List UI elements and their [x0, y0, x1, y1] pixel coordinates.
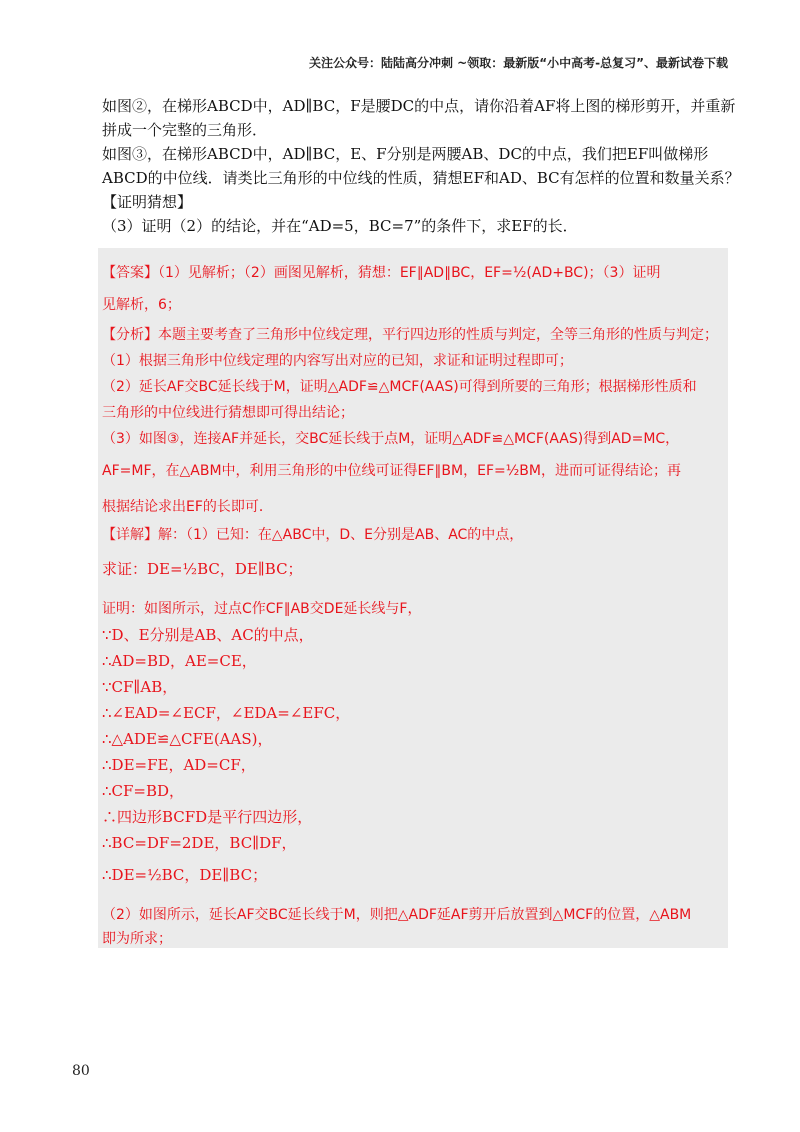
- answer-line: 根据结论求出EF的长即可．: [102, 499, 273, 515]
- answer-line: 求证：DE=½BC，DE∥BC；: [102, 560, 303, 578]
- answer-block: [98, 248, 728, 948]
- question-line: ABCD的中位线．请类比三角形的中位线的性质，猜想EF和AD、BC有怎样的位置和数量关系？: [102, 169, 740, 187]
- answer-line: 即为所求；: [102, 931, 172, 947]
- answer-line: 见解析，6；: [102, 297, 181, 313]
- answer-line: ∴四边形BCFD是平行四边形，: [102, 808, 313, 826]
- answer-line: ∴△ADE≌△CFE(AAS)，: [102, 730, 273, 748]
- page-header: 关注公众号：陆陆高分冲刺 ~领取：最新版“小中高考-总复习”、最新试卷下载: [309, 56, 728, 70]
- question-line: 如图②，在梯形ABCD中，AD∥BC，F是腰DC的中点，请你沿着AF将上图的梯形剪开，并重新: [102, 97, 736, 115]
- answer-line: （2）延长AF交BC延长线于M，证明△ADF≌△MCF(AAS)可得到所要的三角形；根据梯形性质和: [102, 379, 697, 395]
- answer-line: ∵D、E分别是AB、AC的中点，: [102, 626, 314, 644]
- answer-line: 【答案】（1）见解析；（2）画图见解析，猜想：EF∥AD∥BC，EF=½(AD+BC)；（3）证明: [102, 265, 661, 281]
- answer-line: 【详解】解：（1）已知：在△ABC中，D、E分别是AB、AC的中点，: [102, 527, 524, 543]
- answer-line: 【分析】本题主要考查了三角形中位线定理，平行四边形的性质与判定，全等三角形的性质与判定；: [102, 327, 718, 343]
- question-line: 【证明猜想】: [102, 193, 193, 211]
- answer-line: ∴DE=FE，AD=CF，: [102, 756, 256, 774]
- answer-line: （3）如图③，连接AF并延长，交BC延长线于点M，证明△ADF≌△MCF(AAS)得到AD=MC，: [102, 431, 680, 447]
- question-line: （3）证明（2）的结论，并在“AD=5，BC=7”的条件下，求EF的长．: [102, 217, 578, 235]
- question-block: [102, 94, 740, 238]
- answer-line: ∴∠EAD=∠ECF，∠EDA=∠EFC，: [102, 704, 351, 722]
- page-number: 80: [72, 1063, 90, 1079]
- answer-line: （2）如图所示，延长AF交BC延长线于M，则把△ADF延AF剪开后放置到△MCF的位置，△ABM: [102, 907, 692, 923]
- answer-line: 三角形的中位线进行猜想即可得出结论；: [102, 405, 354, 421]
- answer-line: AF=MF，在△ABM中，利用三角形的中位线可证得EF∥BM，EF=½BM，进而可证得结论；再: [102, 463, 681, 479]
- answer-line: ∴DE=½BC，DE∥BC；: [102, 866, 268, 884]
- answer-line: ∴CF=BD，: [102, 782, 185, 800]
- answer-line: ∴AD=BD，AE=CE，: [102, 652, 257, 670]
- question-line: 拼成一个完整的三角形．: [102, 121, 268, 139]
- answer-line: ∴BC=DF=2DE，BC∥DF，: [102, 834, 297, 852]
- answer-line: ∵CF∥AB，: [102, 678, 178, 696]
- answer-line: 证明：如图所示，过点C作CF∥AB交DE延长线与F，: [102, 601, 422, 617]
- question-line: 如图③，在梯形ABCD中，AD∥BC，E、F分别是两腰AB、DC的中点，我们把EF叫做梯形: [102, 145, 709, 163]
- answer-line: （1）根据三角形中位线定理的内容写出对应的已知，求证和证明过程即可；: [102, 353, 573, 369]
